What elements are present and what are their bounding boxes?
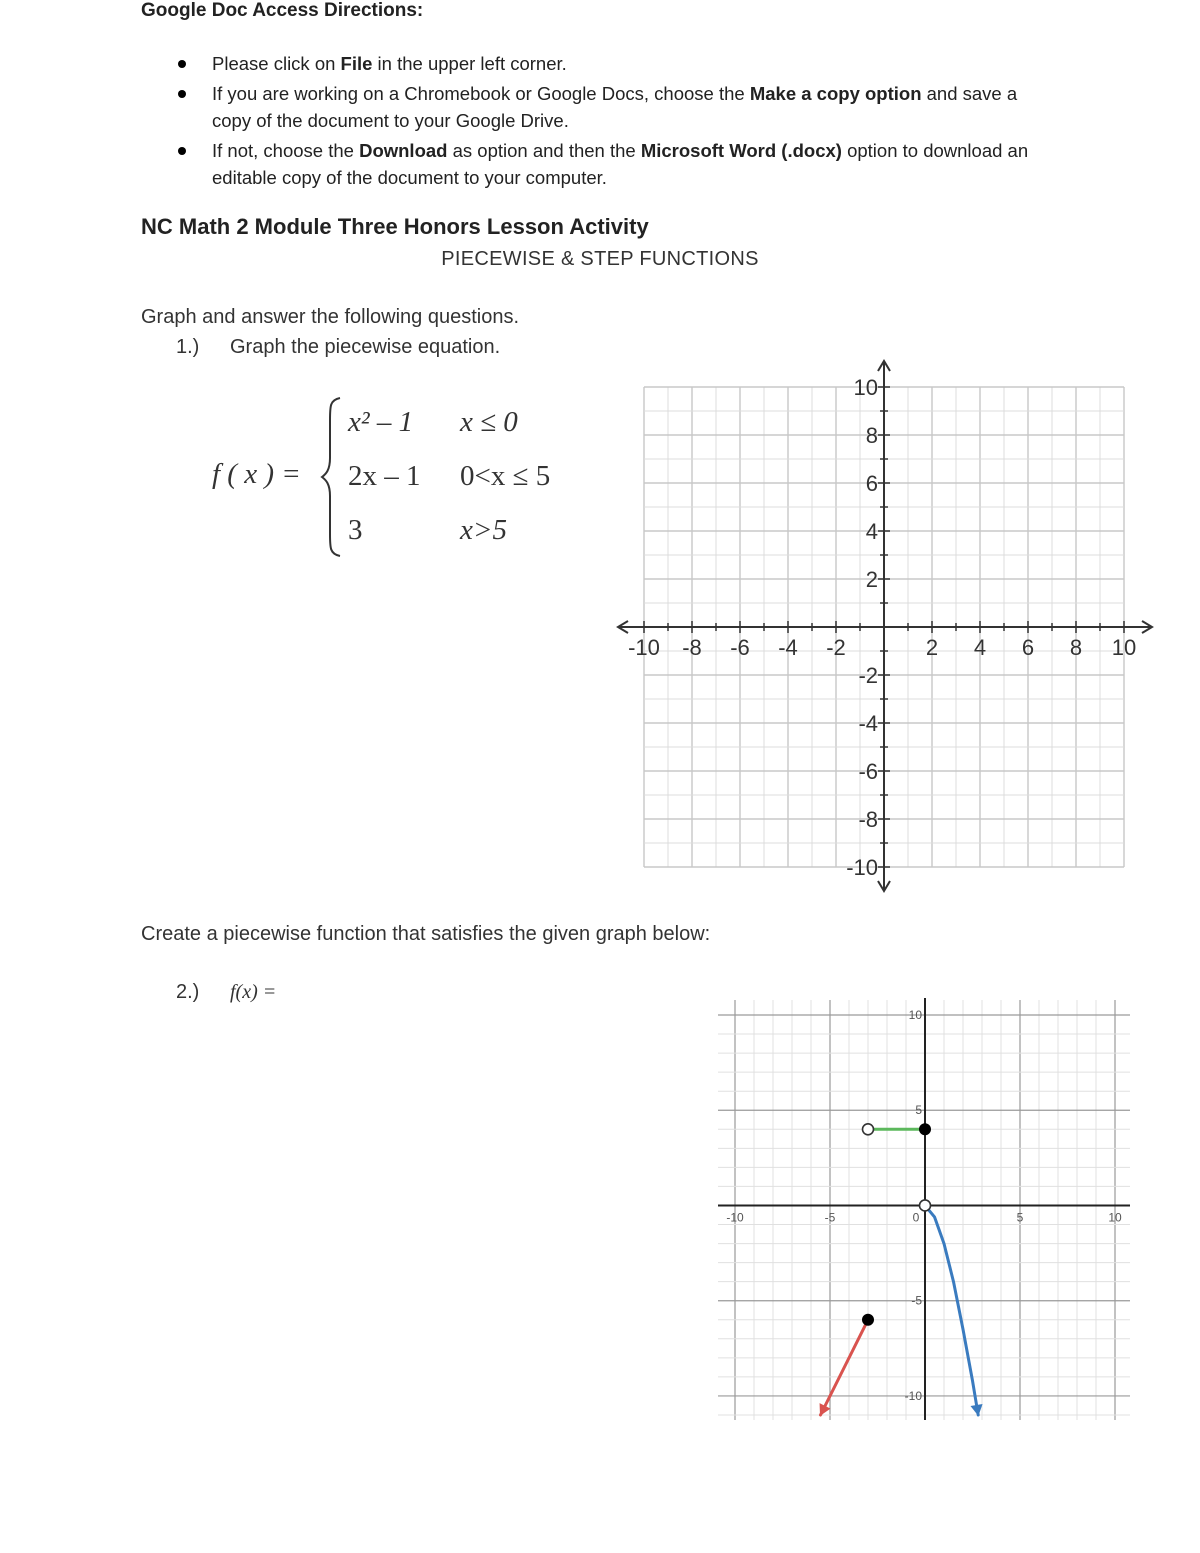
directions-list	[180, 50, 1060, 194]
x-tick-label: 8	[1069, 635, 1083, 660]
series-curve	[925, 1206, 978, 1416]
download-reference: Download	[359, 140, 448, 161]
x-tick-label: 4	[973, 635, 987, 660]
x-tick-label: -10	[628, 635, 660, 660]
instructions-1: Graph and answer the following questions.	[141, 306, 520, 328]
x-tick-label: 6	[1021, 635, 1035, 660]
x-tick-label: 10	[1111, 635, 1137, 660]
direction-item: If you are working on a Chromebook or Google Docs, choose the Make a copy option and save a copy of the document to your Google Drive.	[180, 80, 1060, 134]
function-lhs: f ( x ) =	[212, 458, 301, 490]
x-tick-label: -8	[682, 635, 702, 660]
x-tick-label: -4	[778, 635, 798, 660]
y-tick-label: 2	[865, 567, 878, 592]
x-tick-label: -10	[726, 1210, 744, 1225]
x-tick-label: -5	[824, 1210, 836, 1225]
question-number: 1.)	[176, 336, 200, 358]
x-tick-label: -6	[730, 635, 750, 660]
page-title: NC Math 2 Module Three Honors Lesson Activity	[141, 214, 649, 239]
y-tick-label: 6	[865, 471, 878, 496]
question-text: Graph the piecewise equation.	[230, 336, 501, 358]
page-subtitle: PIECEWISE & STEP FUNCTIONS	[441, 248, 759, 270]
arrowhead-curve	[971, 1405, 981, 1415]
directions-heading: Google Doc Access Directions:	[141, 0, 424, 21]
y-tick-label: 10	[908, 1008, 922, 1022]
y-tick-label: -2	[858, 663, 878, 688]
x-tick-label: 10	[1108, 1210, 1122, 1225]
y-tick-label: -10	[904, 1388, 922, 1403]
y-tick-label: 10	[853, 375, 878, 400]
make-copy-reference: Make a copy option	[749, 83, 922, 104]
open-endpoint	[920, 1200, 931, 1211]
left-brace	[320, 396, 346, 558]
x-tick-label: -2	[826, 635, 846, 660]
question-1	[176, 336, 500, 359]
direction-item: If not, choose the Download as option and then the Microsoft Word (.docx) option to download an editable copy of the document to your computer.	[180, 137, 1060, 191]
file-menu-reference: File	[340, 53, 373, 74]
x-tick-label: 2	[925, 635, 939, 660]
y-tick-label: 4	[865, 519, 878, 544]
question-number: 2.)	[176, 981, 200, 1003]
closed-endpoint	[863, 1314, 874, 1325]
question-2	[176, 981, 276, 1004]
x-tick-label: 0	[912, 1210, 920, 1225]
y-tick-label: -5	[911, 1293, 922, 1308]
open-endpoint	[863, 1124, 874, 1135]
word-format-reference: Microsoft Word (.docx)	[640, 140, 842, 161]
x-tick-label: 5	[1016, 1210, 1024, 1225]
y-tick-label: -10	[846, 855, 878, 880]
blank-coordinate-grid	[612, 355, 1157, 895]
function-answer-label: f(x) =	[230, 981, 277, 1003]
y-tick-label: 8	[865, 423, 878, 448]
series-ray	[821, 1320, 869, 1415]
piece-row-2: 2x – 1 0<x ≤ 5	[348, 460, 551, 492]
piecewise-graph	[700, 990, 1140, 1430]
piecewise-equation	[212, 396, 592, 566]
y-tick-label: -6	[858, 759, 878, 784]
piece-row-3: 3 x>5	[348, 514, 507, 546]
closed-endpoint	[920, 1124, 931, 1135]
y-tick-label: -4	[858, 711, 878, 736]
y-tick-label: 5	[915, 1103, 922, 1118]
direction-item: Please click on File in the upper left corner.	[180, 50, 1060, 77]
y-tick-label: -8	[858, 807, 878, 832]
piece-row-1: x² – 1 x ≤ 0	[348, 406, 518, 438]
instructions-2: Create a piecewise function that satisfies the given graph below:	[141, 923, 711, 945]
